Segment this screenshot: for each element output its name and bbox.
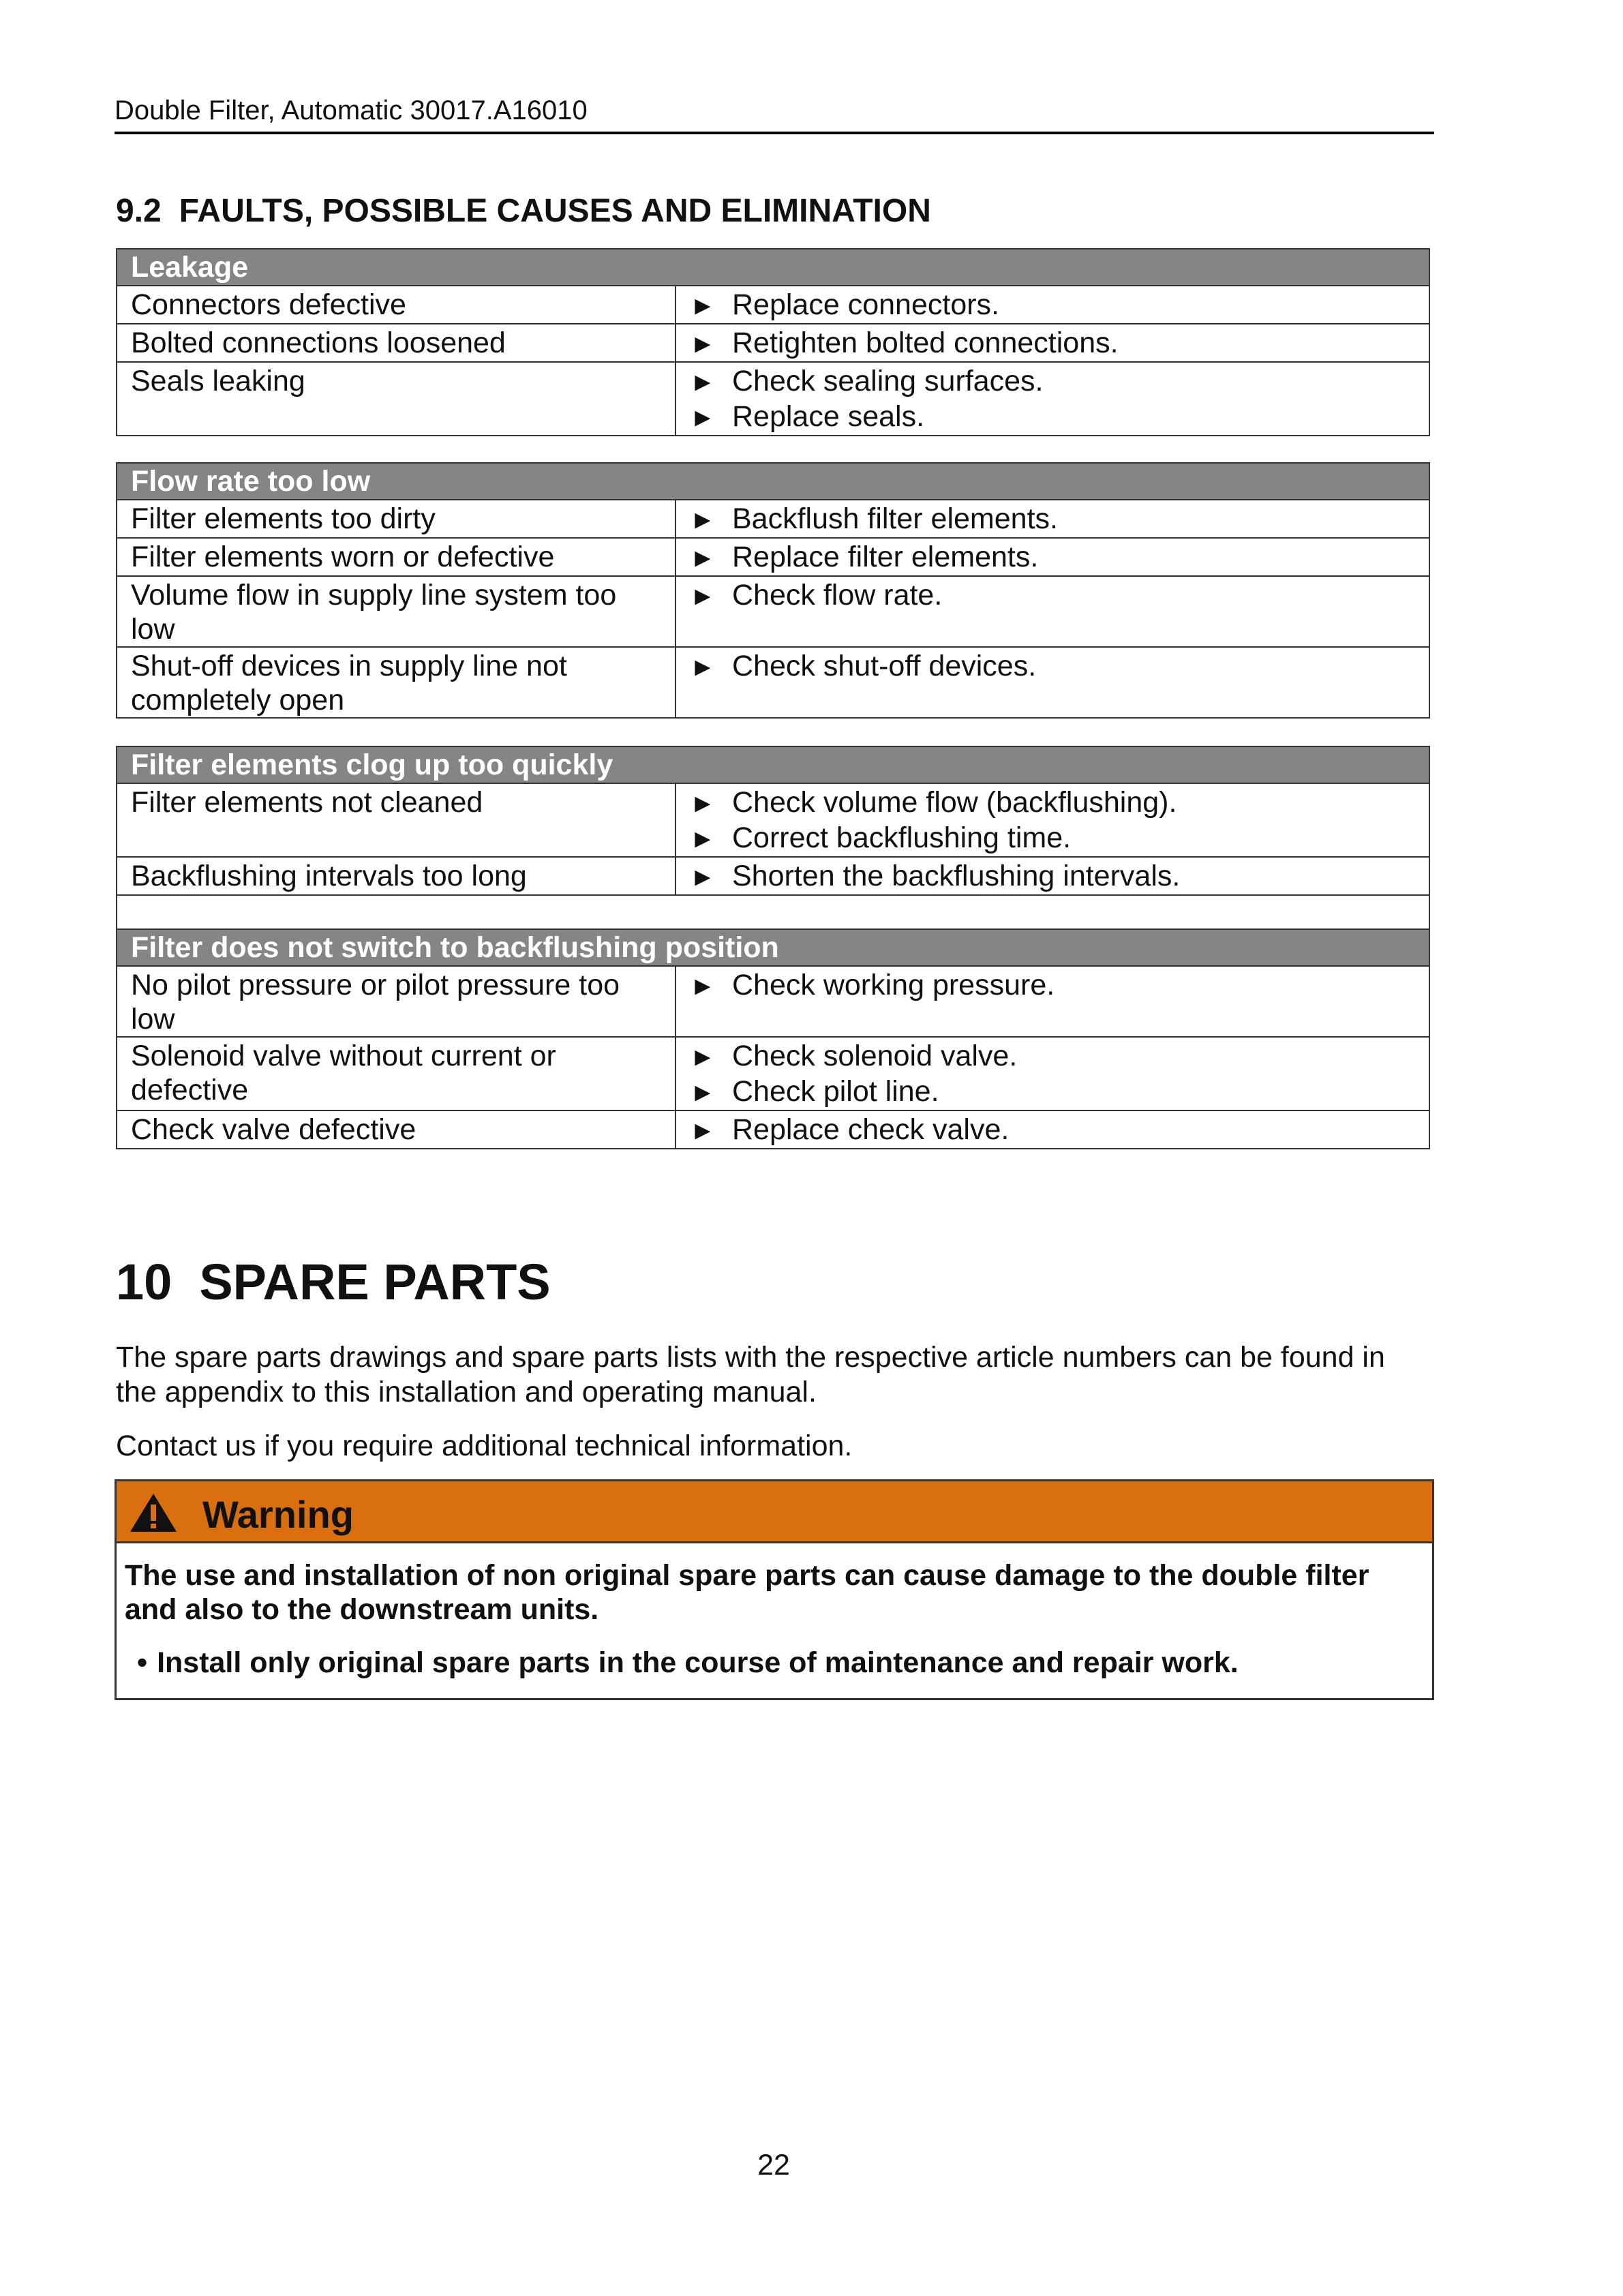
chapter-number: 10 [116, 1254, 172, 1310]
remedy-text: Replace filter elements. [732, 541, 1039, 573]
arrow-right-icon: ► [690, 582, 716, 611]
table-row [117, 966, 1429, 1037]
body-paragraph: The spare parts drawings and spare parts lists with the respective article numbers can be found in the appendix to this installation and operating manual. [116, 1341, 1385, 1408]
arrow-right-icon: ► [690, 1043, 716, 1072]
warning-bullet [125, 1646, 1424, 1680]
remedy-cell [676, 286, 1429, 324]
remedy-cell [676, 857, 1429, 895]
bullet-icon: • [137, 1646, 148, 1679]
remedy-cell [676, 966, 1429, 1037]
cause-cell: Backflushing intervals too long [117, 857, 676, 895]
remedy-text: Backflush filter elements. [732, 502, 1058, 535]
remedy-text: Replace connectors. [732, 288, 999, 321]
section-title: FAULTS, POSSIBLE CAUSES AND ELIMINATION [179, 193, 931, 229]
warning-box [115, 1479, 1434, 1700]
warning-bullet-text: Install only original spare parts in the course of maintenance and repair work. [157, 1646, 1239, 1679]
table-row [117, 857, 1429, 895]
remedy-text: Check working pressure. [732, 969, 1055, 1001]
spacer-cell [117, 895, 1429, 929]
table-row [117, 1037, 1429, 1111]
remedy-text: Replace check valve. [732, 1113, 1010, 1146]
table-row [117, 362, 1429, 436]
arrow-right-icon: ► [690, 1117, 716, 1145]
cause-cell: Check valve defective [117, 1111, 676, 1149]
cause-cell: Seals leaking [117, 362, 676, 436]
arrow-right-icon: ► [690, 544, 716, 573]
table-row [117, 500, 1429, 538]
cause-cell: No pilot pressure or pilot pressure too low [117, 966, 676, 1037]
fault-table-heading: Flow rate too low [117, 463, 1429, 500]
remedy-text: Check pilot line. [732, 1075, 939, 1108]
cause-cell: Bolted connections loosened [117, 324, 676, 362]
remedy-cell [676, 576, 1429, 647]
chapter-heading [116, 1253, 551, 1311]
remedy-cell [676, 783, 1429, 857]
table-row [117, 324, 1429, 362]
arrow-right-icon: ► [690, 972, 716, 1001]
remedy-text: Replace seals. [732, 400, 925, 433]
warning-title: Warning [202, 1493, 354, 1536]
remedy-cell [676, 647, 1429, 718]
page-number: 22 [757, 2149, 790, 2181]
remedy-text: Check volume flow (backflushing). [732, 786, 1177, 819]
remedy-cell [676, 1037, 1429, 1111]
arrow-right-icon: ► [690, 1078, 716, 1107]
table-row [117, 538, 1429, 576]
remedy-text: Shorten the backflushing intervals. [732, 860, 1181, 892]
body-paragraph: Contact us if you require additional technical information. [116, 1430, 853, 1462]
cause-cell: Solenoid valve without current or defective [117, 1037, 676, 1111]
arrow-right-icon: ► [690, 825, 716, 854]
arrow-right-icon: ► [690, 863, 716, 892]
remedy-text: Check sealing surfaces. [732, 365, 1044, 397]
cause-cell: Filter elements worn or defective [117, 538, 676, 576]
arrow-right-icon: ► [690, 789, 716, 818]
fault-table-heading: Leakage [117, 249, 1429, 286]
table-row [117, 647, 1429, 718]
section-number: 9.2 [116, 193, 162, 229]
remedy-text: Correct backflushing time. [732, 821, 1072, 854]
table-row [117, 286, 1429, 324]
arrow-right-icon: ► [690, 404, 716, 432]
cause-cell: Shut-off devices in supply line not completely open [117, 647, 676, 718]
table-row [117, 576, 1429, 647]
table-row [117, 783, 1429, 857]
cause-cell: Connectors defective [117, 286, 676, 324]
cause-cell: Filter elements too dirty [117, 500, 676, 538]
cause-cell: Filter elements not cleaned [117, 783, 676, 857]
page-header [115, 95, 1434, 134]
remedy-cell [676, 1111, 1429, 1149]
arrow-right-icon: ► [690, 368, 716, 397]
remedy-text: Check flow rate. [732, 579, 943, 611]
arrow-right-icon: ► [690, 292, 716, 320]
fault-table-leakage [116, 248, 1430, 436]
fault-table-flow-rate [116, 462, 1430, 719]
warning-triangle-icon [129, 1492, 178, 1533]
remedy-text: Check solenoid valve. [732, 1040, 1018, 1072]
warning-body [117, 1543, 1432, 1680]
arrow-right-icon: ► [690, 653, 716, 682]
remedy-text: Check shut-off devices. [732, 650, 1037, 682]
warning-header [117, 1481, 1432, 1543]
arrow-right-icon: ► [690, 506, 716, 534]
remedy-cell [676, 324, 1429, 362]
table-spacer-row [117, 895, 1429, 929]
fault-table-heading: Filter does not switch to backflushing position [117, 929, 1429, 966]
chapter-title: SPARE PARTS [199, 1254, 551, 1310]
remedy-text: Retighten bolted connections. [732, 327, 1119, 359]
remedy-cell [676, 362, 1429, 436]
remedy-cell [676, 500, 1429, 538]
remedy-cell [676, 538, 1429, 576]
document-title: Double Filter, Automatic 30017.A16010 [115, 95, 588, 125]
cause-cell: Volume flow in supply line system too low [117, 576, 676, 647]
arrow-right-icon: ► [690, 330, 716, 359]
warning-text: The use and installation of non original spare parts can cause damage to the double filter and also to the downstream units. [125, 1559, 1369, 1626]
section-heading [116, 192, 931, 230]
fault-table-heading: Filter elements clog up too quickly [117, 746, 1429, 783]
table-row [117, 1111, 1429, 1149]
fault-table-clogging [116, 746, 1430, 1149]
